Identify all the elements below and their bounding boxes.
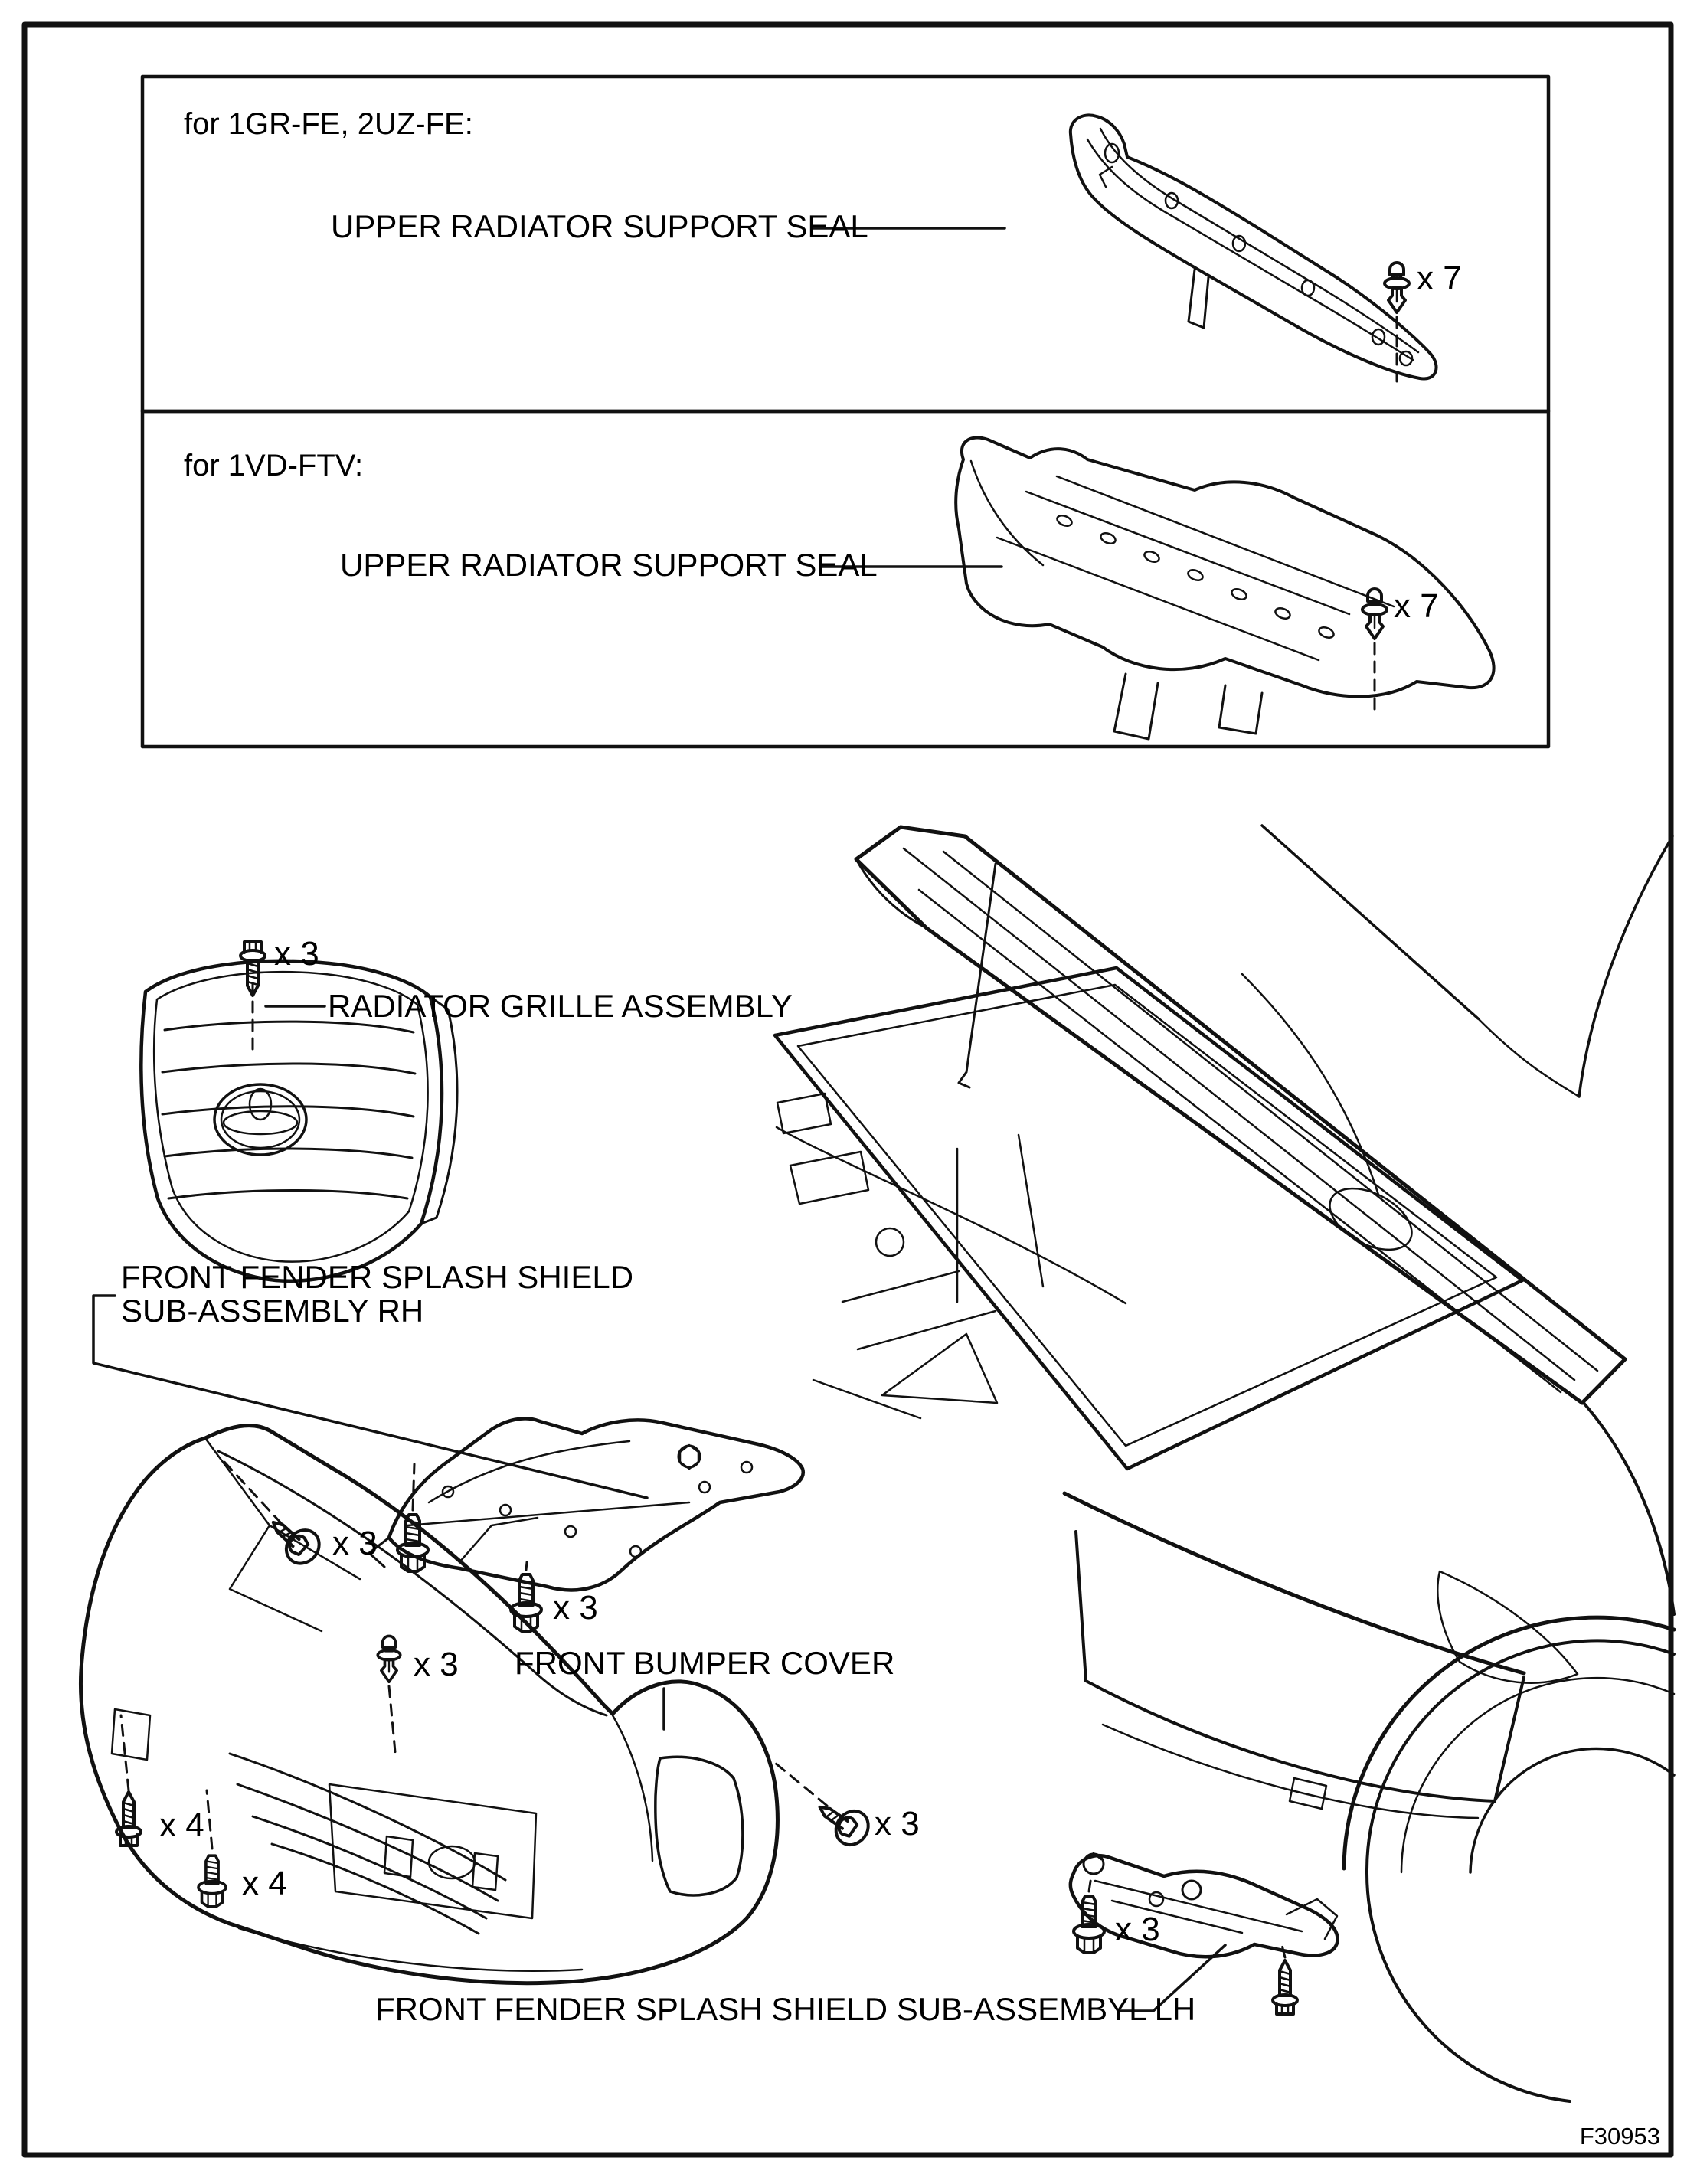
count-clip-1gr: x 7: [1417, 260, 1462, 297]
count-clip-1vd: x 7: [1394, 587, 1439, 625]
part-label-seal-1gr: UPPER RADIATOR SUPPORT SEAL: [331, 208, 868, 244]
screw-icon: [1273, 1960, 1297, 2014]
lh-screw-dash: [1282, 1945, 1285, 1957]
count-bumper-clips: x 3: [414, 1646, 459, 1683]
bumper-x4-bolt-dash: [207, 1790, 212, 1849]
label-splash-shield-rh-line1: FRONT FENDER SPLASH SHIELD: [121, 1259, 634, 1295]
clip-icon: [378, 1636, 400, 1682]
bolt-icon: [198, 1855, 226, 1907]
front-fender-splash-shield-rh-drawing: [369, 1418, 803, 1590]
count-lh-bolts: x 3: [1115, 1911, 1160, 1948]
count-grille-screws: x 3: [274, 935, 319, 973]
upper-radiator-support-seal-1gr-drawing: [1071, 115, 1437, 378]
count-bumper-side-screws: x 3: [875, 1805, 920, 1842]
label-radiator-grille: RADIATOR GRILLE ASSEMBLY: [328, 988, 793, 1024]
label-splash-shield-lh: FRONT FENDER SPLASH SHIELD SUB-ASSEMBYL LH: [375, 1991, 1196, 2027]
count-bumper-lower-screws: x 4: [159, 1806, 204, 1844]
bumper-x4-screw-dash: [121, 1715, 129, 1790]
count-rh-bolts: x 3: [553, 1589, 598, 1627]
screw-icon: [116, 1792, 141, 1846]
count-rh-washer-screws: x 3: [332, 1525, 378, 1562]
lh-bolt-dash: [1089, 1876, 1091, 1891]
figure-code: F30953: [1579, 2123, 1660, 2150]
rh-bolt-lower-dash: [526, 1562, 527, 1570]
label-front-bumper-cover: FRONT BUMPER COVER: [515, 1645, 895, 1681]
clip-icon: [1385, 263, 1409, 312]
vehicle-drawing: [775, 826, 1674, 2101]
label-splash-shield-rh-line2: SUB-ASSEMBLY RH: [121, 1293, 424, 1329]
front-bumper-cover-drawing: [80, 1426, 777, 1983]
count-bumper-lower-bolts: x 4: [242, 1865, 287, 1902]
variant-label-1vd: for 1VD-FTV:: [184, 449, 364, 482]
part-label-seal-1vd: UPPER RADIATOR SUPPORT SEAL: [340, 547, 878, 583]
rh-washer-screw-dash: [224, 1461, 282, 1524]
bumper-clip-dash: [389, 1686, 395, 1752]
front-fender-splash-shield-lh-drawing: [1071, 1853, 1338, 1957]
variant-label-1gr: for 1GR-FE, 2UZ-FE:: [184, 107, 473, 141]
rh-bolt-upper-dash: [413, 1464, 414, 1510]
bumper-side-screw-dash: [775, 1763, 827, 1806]
